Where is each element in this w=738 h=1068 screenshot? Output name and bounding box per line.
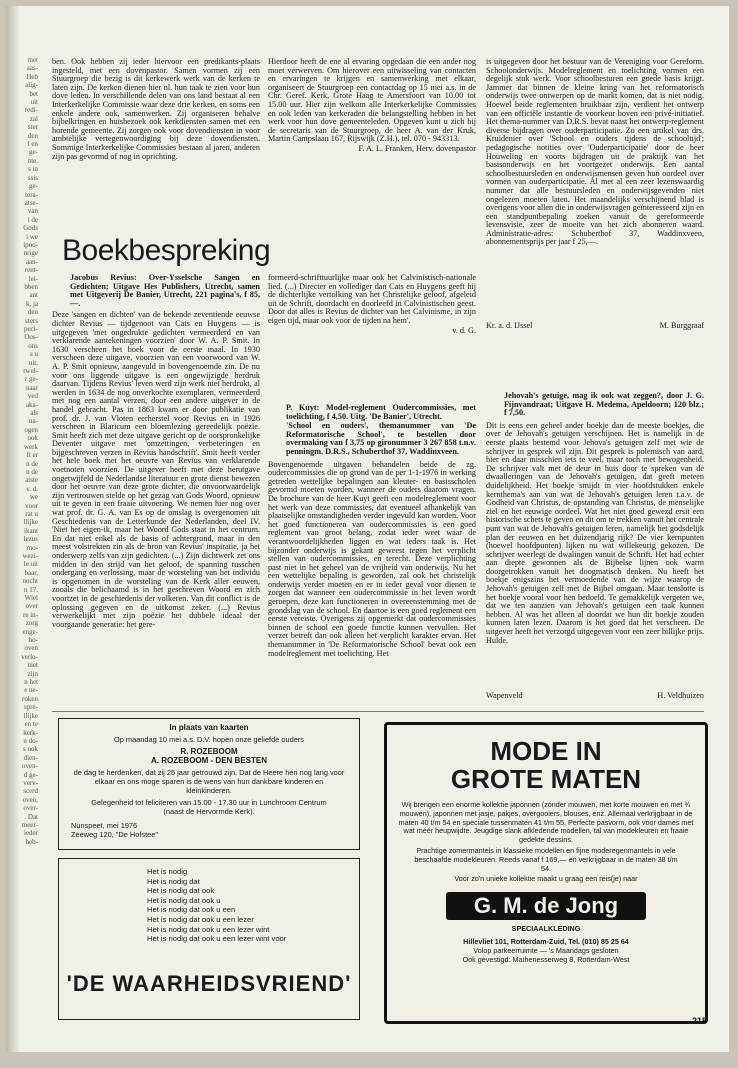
gutter-fragment: ogen — [24, 425, 38, 434]
gutter-fragment: rwel- — [23, 367, 38, 376]
magazine-page — [6, 6, 729, 1052]
gutter-fragment: ieder — [24, 829, 38, 838]
ad-line: Het is nodig dat ook u — [147, 895, 221, 905]
gutter-fragment: v. d. — [26, 484, 38, 493]
gutter-fragment: Oos- — [24, 333, 38, 342]
gutter-fragment: sters — [25, 316, 38, 325]
fashion-ad — [384, 722, 708, 1024]
gutter-fragment: ssis — [27, 173, 38, 182]
gutter-fragment: rent- — [24, 266, 38, 275]
gutter-fragment: heb- — [25, 837, 38, 846]
ad-line: Het is nodig dat ook u een — [147, 905, 236, 915]
gutter-fragment: werk — [24, 442, 38, 451]
gutter-fragment: bet — [29, 89, 38, 98]
ad-sub: SPECIAALKLEDING — [511, 924, 581, 934]
gutter-fragment: uit — [30, 98, 38, 107]
gutter-fragment: verlo- — [21, 652, 38, 661]
gutter-fragment: over — [25, 602, 38, 611]
review2-body: Bovengenoemde uitgaven behandelen beide de zg. oudercommissies die op grond van de per 1-1-1976 in werking getreden wettelijke bepalingen aan kleuter- en basisscholen gevormd moeten worden, wanneer de ouders daarom vragen. De brochure van de heer Kuyt geeft een modelreglement voor het werk van deze commissies, dat eventueel afhankelijk van plaatselijke omstandigheden verder ingevuld kan worden. Voor het goed functioneren van oudercommissies is een goed reglement van groot belang, zodat ieder weet waar de verantwoordelijkheden liggen en wat ieders taak is. Het bijzonder onderwijs is gekant geweest tegen het verplicht stellen van oudercommissies, en terecht. Deze verplichting past niet in het geheel van de vrijheid van onderwijs. Nu het een wettelijke bepaling is geworden, zal ook het christelijk onderwijs verder moeten en er in ieder geval voor dienen te zorgen dat wanneer een oudercommissie in het leven wordt geroepen, deze kan functioneren in overeenstemming met de grondslag van de school. En daartoe is een goed reglement een eerste vereiste. Overigens zij opgemerkt dat oudercommissies binnen de school een goede functie kunnen vervullen. Het verzet betreft dan ook alleen het verplicht karakter ervan. Het themanummer in 'De Reformatorische School' bevat ook een modelreglement met toelichting. Het — [268, 459, 476, 658]
gutter-fragment: ipoo- — [23, 240, 38, 249]
gutter-fragment: zorg — [25, 619, 38, 628]
gutter-fragment: over- — [23, 804, 38, 813]
gutter-fragment: voor — [25, 501, 38, 510]
gutter-fragment: lei- — [28, 274, 38, 283]
gutter-fragment: den — [27, 131, 38, 140]
gutter-fragment: uit, — [28, 358, 38, 367]
gutter-fragment: k, ja — [25, 299, 38, 308]
review2-heading2: 'School en ouders', themanummer van 'De Reformatorische School', te bestellen door overmaking van f 3,75 op gironummer 3 267 858 t.n.v. penningm. D.R.S., Schuberthof 37, Waddinxveen. — [286, 421, 476, 456]
ad-repeated-lines — [147, 867, 286, 944]
ad-text-1: Wij brengen een enorme kollektie japonnen (zonder mouwen, met korte mouwen en met ¾ mouwen), japonnen met jasje, pakjes, overgooiers, blouses, enz. Allemaal verkrijgbaar in de maten 40 t/m 54 en speciale tussenmaten 41 t/m 55. Perfecte pasvorm, ook voor dames met wat méér heupwijdte. Jeugdige slank afkledende modellen, tal van modekleuren en fraaie gedekte dessins. — [398, 800, 694, 845]
review2-heading: P. Kuyt: Model-reglement Oudercommissies, met toelichting, f 4,50. Uitg. 'De Banier', Utrecht. — [286, 404, 476, 421]
review3-signature-left: Wapenveld — [486, 690, 523, 700]
divider-line — [52, 711, 704, 712]
top-article-col2-text: Hierdoor heeft de ene al ervaring opgedaan die een ander nog moet verwerven. Om hierover een uitwisseling van contacten en ervaringen te krijgen en samenwerking met elkaar, organiseert de Stuurgroep een contactdag op 15 mei a.s. in de Chr. Geref. Kerk, Grote Haag te Amersfoort van 10.00 tot 15.00 uur. Hier zijn welkom alle Interkerkelijke Commissies en ook leden van kerkeraden die belangstelling hebben in het werk voor hun dove gemeenteleden. Opgeven kunt u zich bij de secretaris van de Stuurgroep, de heer A. van der Kruk, Martin Campslaan 167, Rijswijk (Z.H.), tel. 070 - 943313. — [268, 58, 476, 144]
review3-body: Dit is eens een geheel ander boekje dan de meeste boekjes, die over de Jehovah's getuigen verschijnen. Het is namelijk in de eerste plaats bestemd voor Jehova's getuigen zelf met wie de schrijver in gesprek wil zijn. Dit gesprek is polemisch van aard, hier en daar misschien iets te veel, maar toch met bewogenheid. De schrijver valt met de deur in huis door te spreken van de dwaalleringen van de Jehovah's getuigen, dat geeft meteen duidelijkheid. Het boekje smijdt in vier hoofdstukken enkele kernthema's aan van wat de Jehovah's getuigen leren t.a.v. de Godheid van Christus, de opstanding van Christus, de menselijke ziel en het eeuwige oordeel. Wat het niet goed gewezd ersit een historische schets te geven en dit om te trekken vanuit het centrale punt van wat de Jehovah's getuigen leren, namelijk het godsdelijk plan der eeuwen en het duizendjarig rijk? De vier kernpunten (hoewel hoofdpunten) lijken nu wat willekeurig gekozen. De schrijver weerlegt de dwalingen vanuit de Schrift. Het had echter aan diepte gewonnen als de Bijbelse lijnen ook warm doorgetrokken vanuit het doogmatisch denken. Nu heeft het boekje enigszins het vermoedende van de wijze waarop de Jehovah's getuigen zelf met de Bijbel omgaan. Maar tenslotte is het boekje vooral voor hen bedoeld. Te gemakkelijk vergeten we, dat we ten aanzien van Jehovah's getuigen een taak kunnen hebben. Al was het alleen al doordat we hun dit boekje zouden kunnen laten lezen. Daarom is het goed dat het verscheen. De uitgever heeft het verzorgd uitgegeven voor een zeer billijke prijs. Hulde. — [486, 421, 704, 645]
gutter-fragment: le uit — [23, 560, 38, 569]
anniversary-notice — [58, 718, 360, 850]
gutter-fragment: ons — [28, 341, 38, 350]
ad-headline-2: GROTE MATEN — [450, 764, 642, 794]
gutter-fragment: baar, — [24, 568, 38, 577]
gutter-fragment: Heb — [26, 72, 38, 81]
ad-text-2: Prachtige zomermantels in klassieke modellen en fijne moderegenmantels in vele beschaafde modekleuren. Reeds vanaf f 169,— en verkrijgbaar in de maten 38 t/m 54. — [414, 845, 678, 873]
top-article-col2 — [268, 58, 476, 188]
gutter-fragment: atste — [25, 476, 38, 485]
gutter-fragment: en te — [24, 720, 38, 729]
gutter-fragment: Wiel — [24, 594, 38, 602]
review3-signature-right: H. Veldhuizen — [657, 690, 704, 700]
notice-place2: Zeeweg 120, "De Hofstee" — [71, 830, 159, 839]
notice-title: In plaats van kaarten — [169, 723, 249, 732]
gutter-fragment: we — [29, 493, 38, 502]
gutter-fragment: ster — [27, 123, 38, 132]
gutter-fragment: oven — [24, 644, 38, 653]
gutter-fragment: ved — [27, 392, 38, 401]
gutter-fragment: r ge- — [24, 375, 38, 384]
col3-signature-right: M. Burggraaf — [659, 321, 704, 330]
top-article-signature: F. A. L. Franken, Herv. dovenpastor — [358, 143, 476, 153]
ad-address: Hillevliet 101, Rotterdam-Zuid, Tel. (010) 85 25 64 — [463, 936, 629, 946]
gutter-fragment: lezus — [23, 535, 38, 544]
review1-body-a: Deze 'sangen en dichten' van de bekende zeventiende eeuwse dichter Revius — tijdgenoot van Cats en Huygens — is uitgegeven 'met ongedrukte gedichten vermeerderd en van verklarende aantekeningen voorzien' door W. A. P. Smit. In 1630 verscheen het boek voor de eerste maal. In 1930 verscheen deze uitgave, voorzien van een voorwoord van W. A. P. Smit opnieuw, aangevuld in bovengenoemde zin. De nu voor ons liggende uitgave is een ongewijzigde herdruk daarvan. Tijdens Revius' leven werd zijn werk niet herdrukt, al werden in 1634 de nog onverkochte exemplaren, vermeerderd met nog een aantal verzen, door een andere uitgever in de handel gebracht. Pas in 1863 kwam er door publikatie van prof. dr. J. van Vloten eerherstel voor Revius en in 1926 verscheen in Blaricum een bloemlezing gereedelijk poëzie. Smit heeft zich met deze uitgave gericht op de oorspronkelijke Deventer uitgave met 'omzettingen, verbeteringen en bijgeschreven verzen in Revius handschrift'. Smit heeft verder het hele boek met het oeuvre van Revius van verklarende voetnoten voorzien. De uitgever heeft met deze herutgave ongetwijfeld de Nederlandse literatuur en grote dienst bewezen door het oeuvre van deze grote dichter, die onvoorwaardelijk zijn vertrouwen stelde op het gezag van Gods Woord, opnieuw uit te geven in een fraaie uitvoering. We nemen hier nog over wat prof. dr. G. A. van Es op de omslag is overgenomen uit Geschiedenis van de Letterkunde der Nederlanden, deel IV. 'Niet het eigen-ik, maar het Woord Gods staat in het centrum. En dat niet enkel als de basis of achtergrond, maar in den meest volstrekten zin als de bron van Revius' inspiratie, ja het onderwerp zelfs van zijn gedichten. (...) Zijn dichtwerk zet ons midden in den strijd van het geloof, de spanning tusschen ondergang en verlossing, maar de worsteling van het individu is opgenomen in de worsteling van de Kerk aller eeuwen, zooals die belichaamd is in het geschreven Woord en zich voortzet in de geschiedenis der volkeren. Van dit conflict is de oplossing gegeven en de uitkomst zeker. (...) Revius verwerkelijkt met zijn poëzie het dubbele ideaal der voorgaande generatie: het gere- — [52, 310, 260, 629]
gutter-fragment: aan- — [25, 257, 38, 266]
review1-body-b: formeerd-schrifttuurlijke maar ook het Calvinistisch-nationale lied. (...) Directer en vollediger dan Cats en Huygens geeft hij de dichterlijke vertolking van het Christelijke geloof, afgeleid uit de Schrift, doordacht en doorleefd in Calvinistischen geest. Door dat alles is Revius de dichter van het Calvinisme, in zijn eigen tijd, maar ook voor de tijden na hem'. — [268, 274, 476, 325]
gutter-fragment: s in — [28, 165, 38, 174]
gutter-fragment: atse- — [24, 198, 38, 207]
gutter-fragment: enge- — [22, 627, 38, 636]
gutter-fragment: ikant — [24, 526, 38, 535]
gutter-fragment: Gods — [23, 224, 38, 233]
gutter-fragment: van — [27, 207, 38, 216]
gutter-fragment: nte. — [27, 156, 38, 165]
gutter-fragment: l en — [27, 140, 38, 149]
review1-signature: v. d. G. — [452, 325, 476, 335]
gutter-fragment: ge- — [29, 148, 38, 157]
gutter-fragment: peci- — [24, 325, 38, 333]
review3-heading: Jehovah's getuige, mag ik ook wat zeggen?, door J. G. Fijnvandraat; Uitgave H. Medema, Apeldoorn; 120 blz.; f 7,50. — [504, 392, 704, 418]
ad-text-3: Voor zo'n unieke kollektie maakt u graag een reis(je) naar — [454, 874, 638, 884]
gutter-fragment: met — [27, 56, 38, 64]
page-number: 215 — [691, 1016, 707, 1026]
gutter-fragment: s ook — [23, 745, 38, 754]
gutter-fragment: meer- — [21, 820, 38, 829]
gutter-fragment: llijke — [23, 711, 38, 720]
gutter-fragment: bben — [24, 282, 38, 291]
ad-line: Het is nodig — [147, 867, 188, 876]
gutter-fragment: scerd — [23, 787, 38, 796]
gutter-fragment: ant — [29, 291, 38, 300]
gutter-fragment: verv- — [23, 778, 38, 787]
notice-name2: A. ROZEBOOM - DEN BESTEN — [150, 756, 267, 765]
top-article-col3 — [486, 58, 704, 358]
gutter-fragment: ft er — [26, 451, 38, 460]
gutter-fragment: n de — [26, 467, 38, 476]
gutter-fragment: n het — [24, 678, 38, 687]
gutter-fragment: spre- — [24, 703, 38, 712]
notice-line1: Op maandag 10 mei a.s. D.V. hopen onze geliefde ouders — [114, 735, 304, 744]
ad-line: Het is nodig dat ook u een lezer wint — [147, 924, 270, 934]
gutter-fragment: als — [30, 409, 38, 418]
review1-col1 — [52, 274, 260, 706]
gutter-fragment: oven- — [22, 762, 38, 771]
gutter-fragment: mo- — [26, 543, 38, 552]
gutter-fragment: zal — [29, 114, 38, 123]
ad-line: Het is nodig dat ook u een lezer — [147, 914, 254, 924]
gutter-fragment: den — [27, 308, 38, 317]
notice-line2: de dag te herdenken, dat zij 25 jaar getrouwd zijn. Dat de Heere hen nog lang voor elkaar en ons moge sparen is de wens van hun dankbare kinderen en kleinkinderen. — [73, 768, 345, 795]
gutter-fragment: kerk- — [23, 728, 38, 737]
review2-col — [268, 404, 476, 706]
gutter-fragment: n do- — [23, 736, 38, 745]
gutter-fragment: s u — [30, 350, 38, 359]
gutter-fragment: oven, — [22, 795, 38, 804]
gutter-fragment: nocht — [22, 577, 38, 586]
ad-parking: Volop parkeerruimte — 's Maandags gesloten — [473, 945, 619, 955]
ad-logo: G. M. de Jong — [446, 892, 646, 920]
gutter-fragment: n 17. — [24, 585, 38, 594]
gutter-fragment: na- — [29, 417, 38, 426]
ad-line: Het is nodig dat ook — [147, 886, 215, 896]
gutter-fragment: zijn — [27, 669, 38, 678]
top-article-col1-text: ben. Ook hebben zij ieder hiervoor een predikants-plaats ingesteld, met een dovenpastor. Samen vormen zij een Stuurgroep die bezig is dit kerkewerk werk van de kerken te laten zijn. De kerken dienen hier nl. hun taak te zien voor hun dove leden. In verschillende delen van ons land bestaat al een Interkerkelijke Commissie waar deze drie kerken, en soms een enkele andere ook, samenwerken. Zij organiseren behalve bijbelkringen en huisbezoek ook kerkdiensten samen met een horende gemeente. Zij zorgen ook voor dovendiensten in voor ambtelijke vertegenwoordiging bij deze dovendiensten. Sommige Interkerkelijke Commissies bestaan al jaren, anderen zijn pas gevormd of nog in oprichting. — [52, 58, 260, 161]
gutter-fragment: redi- — [24, 106, 38, 115]
top-article-col1 — [52, 58, 260, 180]
gutter-fragment: rat u — [25, 509, 38, 518]
notice-line3: Gelegenheid tot feliciteren van 15.00 - 17.30 uur in Lunchroom Centrum (naast de Hervormde Kerk). — [91, 798, 327, 816]
notice-name1: R. ROZEBOOM — [180, 747, 238, 756]
waarheidsvriend-ad — [58, 858, 360, 1020]
gutter-fragment: d ge- — [23, 770, 38, 779]
gutter-fragment: aas- — [26, 64, 38, 73]
top-article-col3-text: is uitgegeven door het bestuur van de Vereniging voor Gereform. Schoolonderwijs. Modelreglement en toelichting vormen een degelijk stuk werk. Voor schoolbesturen een goede basis krijgt. Jammer dat binnen de kleine kring van het reformatorisch onderwijs twee ontwerpen op de markt komen, dat is niet nodig. Hoewel beide reglementen bruikbaar zijn, verdient het ontwerp van een officiële instantie de voorkeur boven een privé-initiatief. Het thema-nummer van D.R.S. bevat naast het ontwerp-reglement diverse bijdragen over ouderparticipatie. Zo een artikel van drs. Kruidenier over 'School en ouders tijdens de schooltijd'; pedagogische notities over 'Ouderparticipatie' door de heer Houweling en voorts bijdragen uit de praktijk van het basisonderwijs en het voortgezet onderwijs. Een aantal schoolbestuursleden en onderwijsmensen geven hun oordeel over vormen van ouderparticipatie. Al met al een zeer lezenswaardig nummer dat alle bestuursleden en onderwijsgevenden niet ongelezen moeten laten. Het maandelijks verschijnend blad is overigens voor allen die in onderwijsvragen geïnteresseerd zijn en een standpuntbepaling zoeken vanuit de gereformeerde levensvisie, zeer de moeite van het zich abonneren waard. Administratie-adres: Schuberthof 37, Waddinxveen, abonnementsprijs per jaar f 25,—. — [486, 58, 704, 247]
gutter-fragment: ho- — [28, 636, 38, 645]
review1-heading: Jacobus Revius: Over-Ysselsche Sangen en Gedichten; Uitgave Hes Publishers, Utrecht, samen met Uitgeverij De Banier, Utrecht, 221 pagina's, f 85,—. — [70, 274, 260, 308]
gutter-fragment: n de — [26, 459, 38, 468]
gutter-fragment: roken — [22, 694, 38, 703]
gutter-fragment: . Dat — [24, 812, 38, 821]
ad-headline-1: MODE IN — [490, 736, 602, 766]
gutter-fragment: niet — [27, 661, 38, 670]
gutter-fragment: ge- — [29, 182, 38, 191]
ad-line: Het is nodig dat ook u een lezer wint voor — [147, 934, 287, 944]
gutter-fragment: llijke — [23, 518, 38, 527]
facing-page-margin-text — [6, 56, 38, 986]
review1-col2 — [268, 274, 476, 374]
col3-signature-left: Kr. a. d. IJssel — [486, 321, 533, 330]
ad-brand: 'DE WAARHEIDSVRIEND' — [66, 971, 352, 996]
ad-west: Ook gevestigd: Mathenesserweg 8, Rotterdam-West — [462, 954, 630, 964]
gutter-fragment: naar — [25, 383, 38, 392]
gutter-fragment: nrige — [23, 249, 38, 258]
gutter-fragment: aka- — [25, 400, 38, 409]
gutter-fragment: dien- — [23, 753, 38, 762]
ad-line: Het is nodig dat — [147, 876, 200, 886]
gutter-fragment: i de — [27, 215, 38, 224]
gutter-fragment: alig- — [25, 81, 38, 90]
section-title: Boekbespreking — [62, 234, 271, 267]
gutter-fragment: ook — [27, 434, 38, 443]
gutter-fragment: e ne- — [24, 686, 38, 695]
notice-place1: Nunspeet, mei 1976 — [71, 821, 138, 830]
review3-col — [486, 392, 704, 708]
gutter-fragment: i we — [26, 232, 38, 241]
gutter-fragment: tera- — [25, 190, 38, 199]
gutter-fragment: wezi- — [22, 551, 38, 560]
gutter-fragment: re in- — [23, 610, 38, 619]
